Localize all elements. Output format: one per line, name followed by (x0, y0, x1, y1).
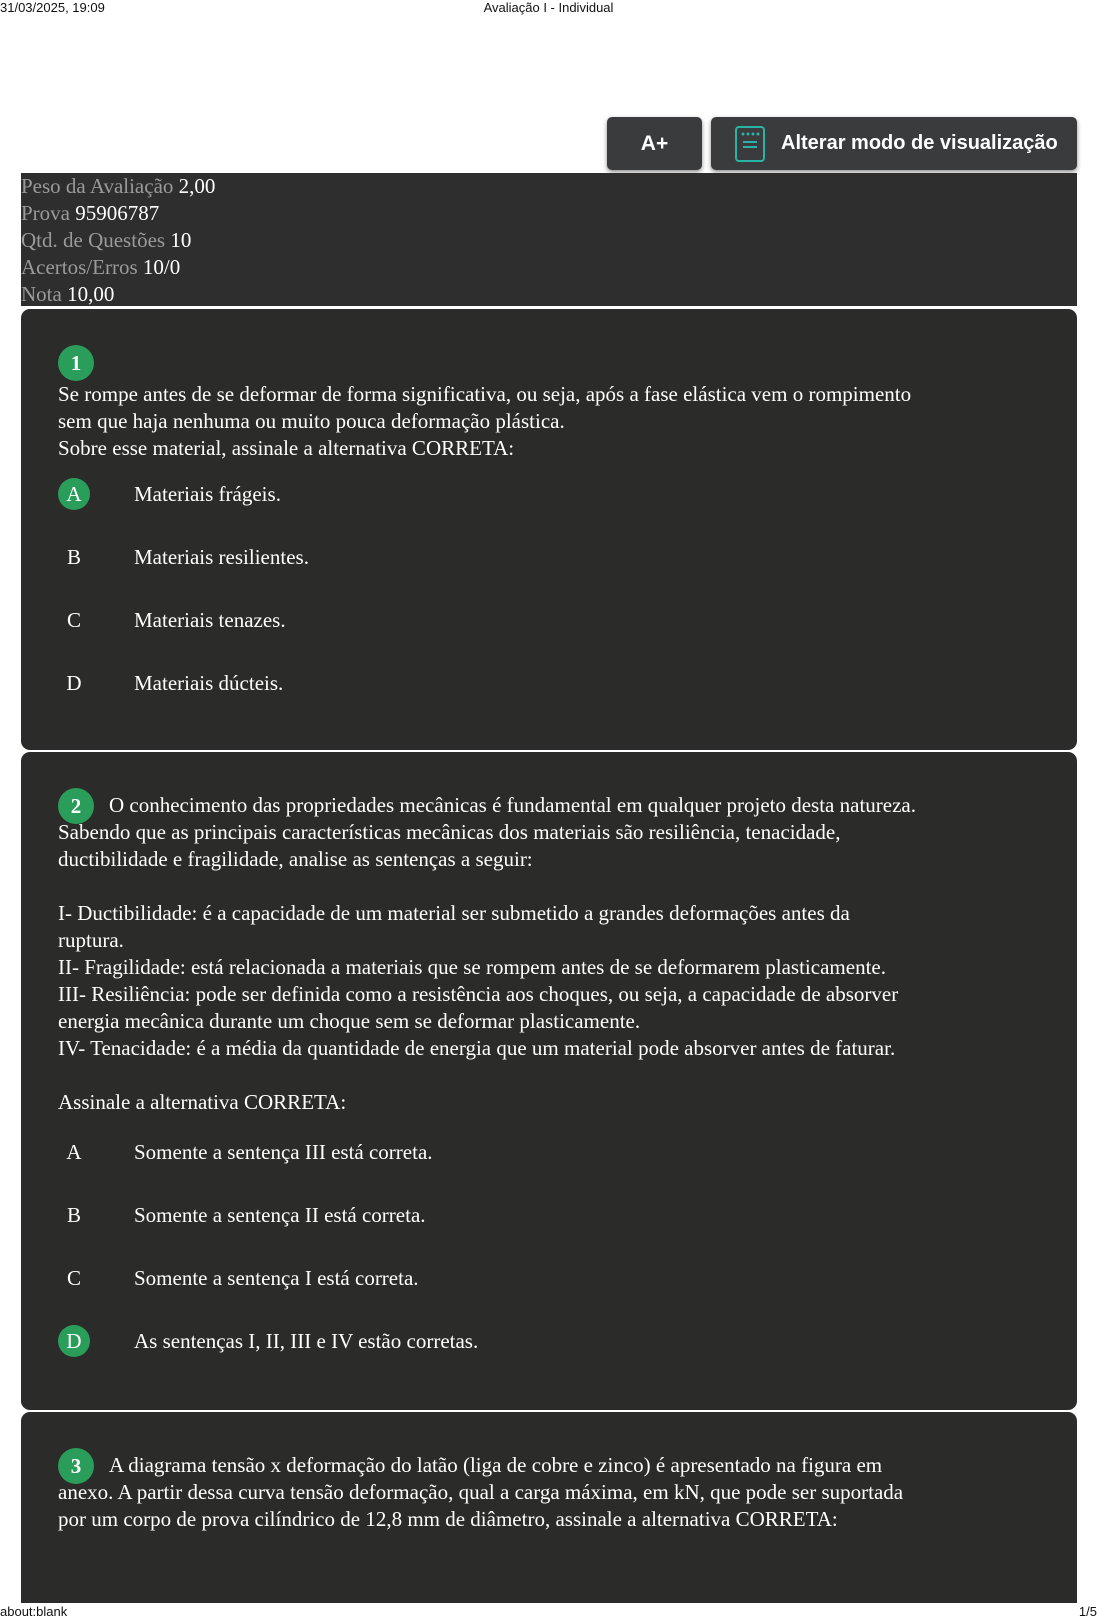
question-line: energia mecânica durante um choque sem se deformar plasticamente. (58, 1009, 641, 1033)
summary-row-question-count (21, 227, 1077, 254)
option-d[interactable] (58, 666, 284, 700)
document-icon (735, 126, 765, 162)
question-card-1 (21, 309, 1077, 750)
question-line: ductibilidade e fragilidade, analise as sentenças a seguir: (58, 847, 533, 871)
option-text: Somente a sentença III está correta. (134, 1139, 433, 1164)
question-number-badge: 1 (58, 345, 94, 381)
question-line: Sobre esse material, assinale a alternativa CORRETA: (58, 436, 515, 460)
question-line-blank (58, 873, 1047, 900)
option-letter-selected: D (58, 1325, 90, 1357)
statement-iii: III- Resiliência: pode ser definida como a resistência aos choques, ou seja, a capacidade de absorver (58, 982, 899, 1006)
question-number-badge: 2 (58, 788, 94, 824)
option-d[interactable] (58, 1324, 479, 1358)
increase-font-button[interactable] (607, 117, 702, 170)
option-text: Somente a sentença II está correta. (134, 1202, 426, 1227)
option-letter: A (66, 1139, 82, 1164)
question-number-badge: 3 (58, 1448, 94, 1484)
summary-value: 10/0 (142, 255, 181, 279)
question-line: sem que haja nenhuma ou muito pouca deformação plástica. (58, 409, 565, 433)
summary-value: 95906787 (75, 201, 160, 225)
print-footer (0, 1603, 1097, 1621)
option-text: Materiais tenazes. (134, 607, 286, 632)
option-a[interactable] (58, 477, 281, 511)
summary-row-weight (21, 173, 1077, 200)
summary-row-grade (21, 281, 1077, 308)
option-letter: C (66, 607, 81, 632)
statement-ii: II- Fragilidade: está relacionada a materiais que se rompem antes de se deformarem plasticamente. (58, 955, 886, 979)
question-text (58, 381, 1047, 462)
option-a[interactable] (58, 1135, 433, 1169)
summary-label: Nota (21, 282, 62, 306)
question-card-3 (21, 1412, 1077, 1603)
option-text: Materiais dúcteis. (134, 670, 284, 695)
option-b[interactable] (58, 1198, 426, 1232)
summary-label: Prova (21, 201, 70, 225)
change-view-mode-button[interactable] (711, 117, 1077, 170)
summary-row-hits-errors (21, 254, 1077, 281)
summary-label: Acertos/Erros (21, 255, 138, 279)
option-text: Materiais frágeis. (134, 481, 281, 506)
question-line: ruptura. (58, 928, 124, 952)
statement-iv: IV- Tenacidade: é a média da quantidade de energia que um material pode absorver antes de faturar. (58, 1036, 896, 1060)
question-prompt: Assinale a alternativa CORRETA: (58, 1090, 347, 1114)
question-line: anexo. A partir dessa curva tensão deformação, qual a carga máxima, em kN, que pode ser suportada (58, 1480, 904, 1504)
question-text (58, 819, 1047, 1116)
print-page-number: 1/5 (1078, 1604, 1097, 1619)
option-letter: D (66, 670, 82, 695)
question-line: Sabendo que as principais características mecânicas dos materiais são resiliência, tenacidade, (58, 820, 841, 844)
option-b[interactable] (58, 540, 309, 574)
question-card-2 (21, 752, 1077, 1410)
option-text: Materiais resilientes. (134, 544, 309, 569)
option-text: As sentenças I, II, III e IV estão corretas. (134, 1328, 479, 1353)
option-c[interactable] (58, 1261, 419, 1295)
question-first-line: O conhecimento das propriedades mecânicas é fundamental em qualquer projeto desta natureza. (109, 793, 916, 817)
summary-value: 10 (170, 228, 192, 252)
summary-label: Qtd. de Questões (21, 228, 166, 252)
increase-font-label: A+ (640, 131, 669, 155)
summary-label: Peso da Avaliação (21, 174, 174, 198)
assessment-summary (21, 173, 1077, 306)
print-date: 31/03/2025, 19:09 (0, 0, 105, 15)
summary-value: 2,00 (178, 174, 216, 198)
option-c[interactable] (58, 603, 286, 637)
question-text (58, 1479, 1047, 1533)
option-letter-selected: A (58, 478, 90, 510)
statement-i: I- Ductibilidade: é a capacidade de um material ser submetido a grandes deformações antes da (58, 901, 850, 925)
question-line-blank (58, 1062, 1047, 1089)
print-header (0, 0, 1097, 18)
option-letter: C (66, 1265, 81, 1290)
summary-row-exam (21, 200, 1077, 227)
question-first-line: A diagrama tensão x deformação do latão (liga de cobre e zinco) é apresentado na figura em (109, 1453, 883, 1477)
summary-value: 10,00 (67, 282, 115, 306)
question-line: Se rompe antes de se deformar de forma significativa, ou seja, após a fase elástica vem o rompimento (58, 382, 912, 406)
option-text: Somente a sentença I está correta. (134, 1265, 419, 1290)
question-line: por um corpo de prova cilíndrico de 12,8 mm de diâmetro, assinale a alternativa CORRETA: (58, 1507, 838, 1531)
print-title: Avaliação I - Individual (483, 0, 614, 15)
option-letter: B (66, 544, 81, 569)
print-url: about:blank (0, 1604, 68, 1619)
option-letter: B (66, 1202, 81, 1227)
change-view-mode-label: Alterar modo de visualização (781, 132, 1058, 154)
